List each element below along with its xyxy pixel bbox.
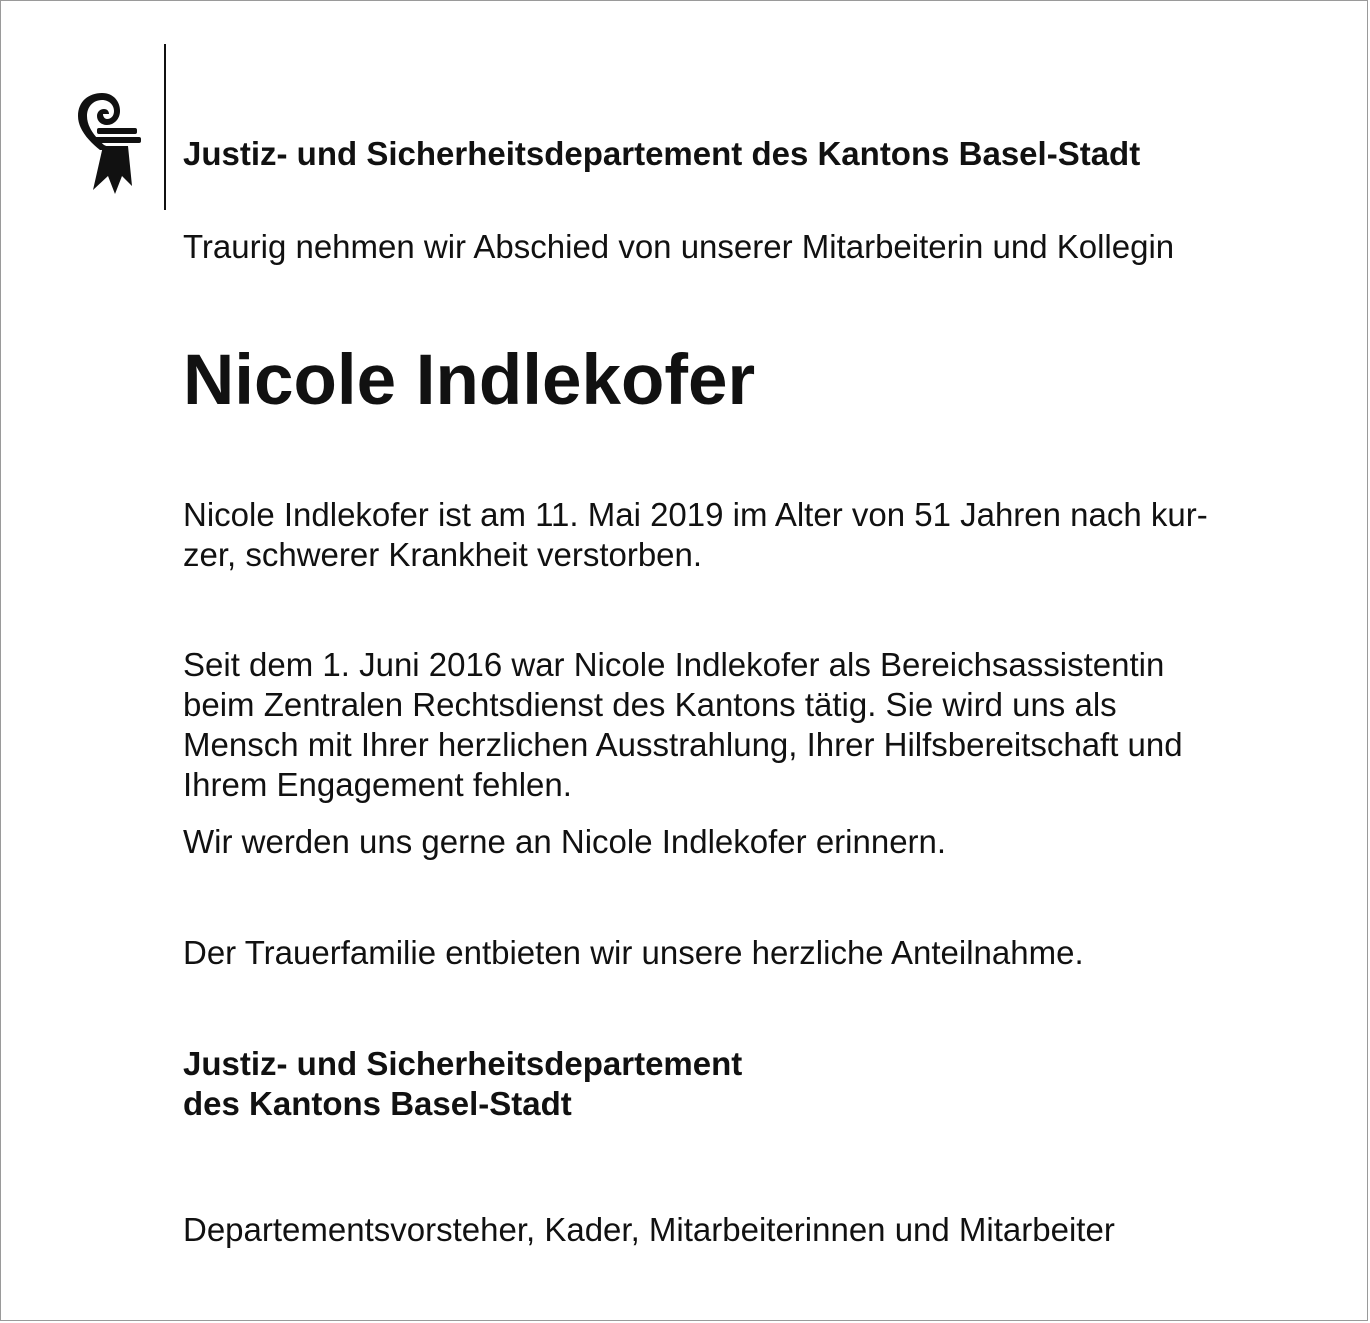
condolence-text: Der Trauerfamilie entbieten wir unsere herzliche Anteilnahme.: [183, 934, 1084, 971]
basel-crozier-coat-of-arms-icon: [70, 90, 146, 194]
deceased-name: Nicole Indlekofer: [183, 341, 756, 420]
remembrance-text: Wir werden uns gerne an Nicole Indlekofer erinnern.: [183, 823, 947, 860]
department-header: Justiz- und Sicherheitsdepartement des Kantons Basel-Stadt: [183, 135, 1141, 172]
intro-text: Traurig nehmen wir Abschied von unserer Mitarbeiterin und Kollegin: [183, 228, 1175, 265]
signature-line: Justiz- und Sicherheitsdepartement: [183, 1045, 743, 1082]
death-notice-paragraph: [183, 495, 1208, 575]
staff-line: Departementsvorsteher, Kader, Mitarbeiterinnen und Mitarbeiter: [183, 1211, 1115, 1248]
paragraph-line: zer, schwerer Krankheit verstorben.: [183, 536, 703, 573]
paragraph-line: Ihrem Engagement fehlen.: [183, 766, 572, 803]
paragraph-line: Seit dem 1. Juni 2016 war Nicole Indlekofer als Bereichsassistentin: [183, 646, 1165, 683]
paragraph-line: beim Zentralen Rechtsdienst des Kantons tätig. Sie wird uns als: [183, 686, 1117, 723]
career-paragraph: [183, 645, 1183, 805]
paragraph-line: Nicole Indlekofer ist am 11. Mai 2019 im Alter von 51 Jahren nach kur-: [183, 496, 1208, 533]
paragraph-line: Mensch mit Ihrer herzlichen Ausstrahlung, Ihrer Hilfsbereitschaft und: [183, 726, 1183, 763]
signature-line: des Kantons Basel-Stadt: [183, 1085, 572, 1122]
signature-block: [183, 1044, 742, 1124]
header-divider: [164, 44, 166, 210]
